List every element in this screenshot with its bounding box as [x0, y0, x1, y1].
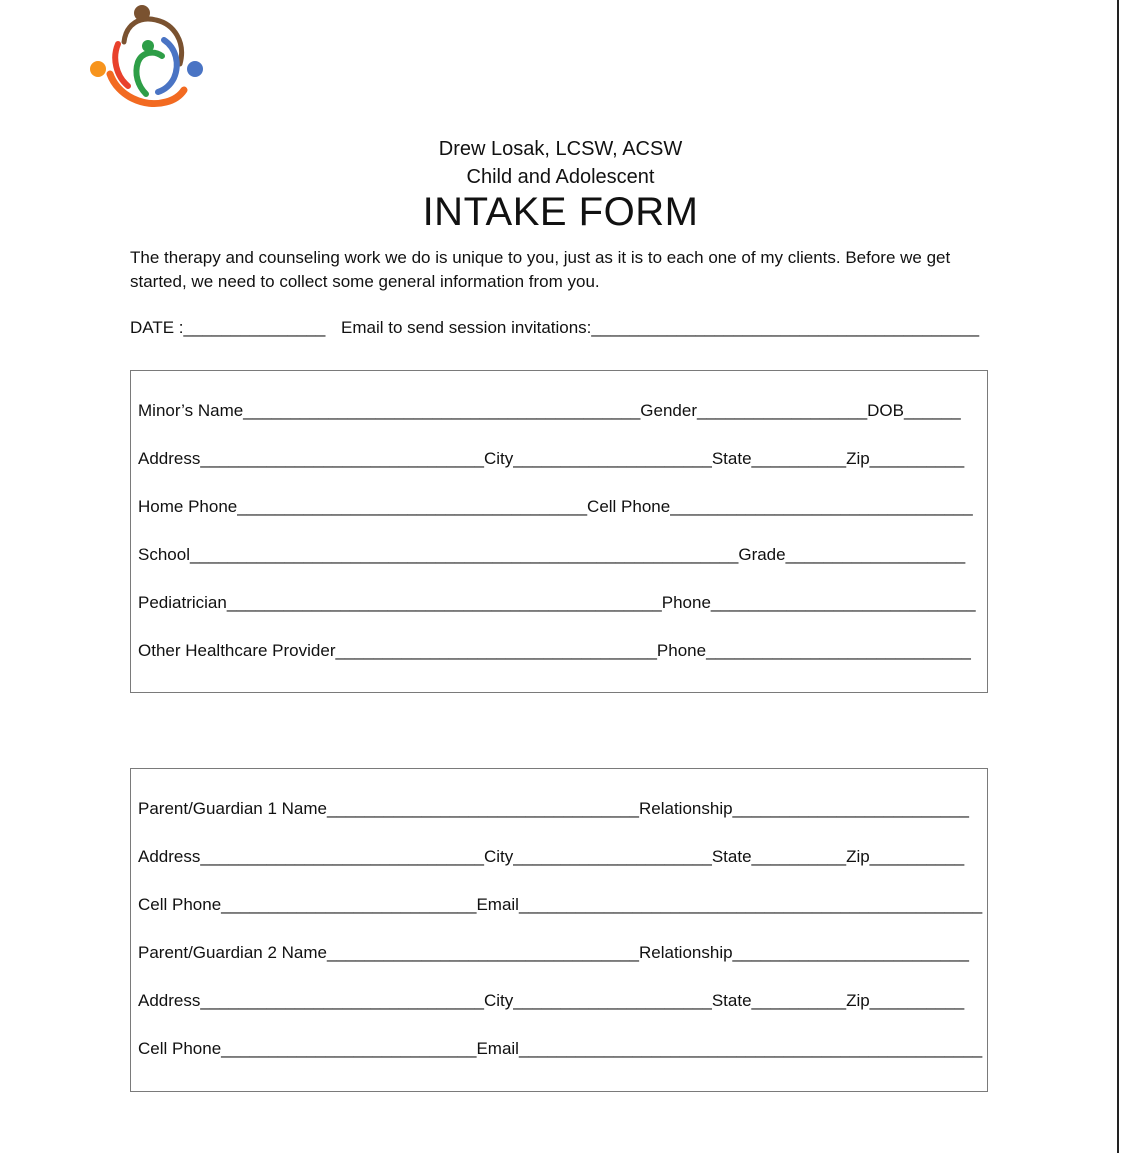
provider-name: Drew Losak, LCSW, ACSW — [438, 138, 683, 160]
session-email-field[interactable]: Email to send session invitations:_________________________________________ — [341, 318, 980, 337]
guardian-1-name-row[interactable]: Parent/Guardian 1 Name_________________________________Relationship_________________________ — [138, 799, 969, 818]
date-field[interactable]: DATE :_______________ — [130, 318, 326, 337]
guardian-2-name-row[interactable]: Parent/Guardian 2 Name_________________________________Relationship_________________________ — [138, 943, 969, 962]
provider-specialty: Child and Adolescent — [466, 166, 655, 188]
minor-name-gender-dob-row[interactable]: Minor’s Name__________________________________________Gender__________________DOB______ — [138, 401, 961, 420]
guardian-1-address-row[interactable]: Address______________________________City_____________________State__________Zip__________ — [138, 847, 965, 866]
logo-figure-arc-red — [115, 44, 128, 86]
guardian-2-address-row[interactable]: Address______________________________City_____________________State__________Zip__________ — [138, 991, 965, 1010]
minor-phone-row[interactable]: Home Phone_____________________________________Cell Phone________________________________ — [138, 497, 973, 516]
intro-paragraph: The therapy and counseling work we do is unique to you, just as it is to each one of my clients. Before we get started, we need to collect some general information from you. — [130, 248, 951, 291]
logo-figure-arc-blue — [158, 40, 177, 92]
logo-figure-head-left — [90, 61, 106, 77]
guardian-2-contact-row[interactable]: Cell Phone___________________________Email_________________________________________________ — [138, 1039, 983, 1058]
pediatrician-row[interactable]: Pediatrician______________________________________________Phone____________________________ — [138, 593, 976, 612]
minor-info-section — [130, 370, 988, 693]
other-provider-row[interactable]: Other Healthcare Provider__________________________________Phone____________________________ — [138, 641, 971, 660]
logo-figure-arc-green — [136, 53, 162, 94]
logo-figure-head-right — [187, 61, 203, 77]
minor-school-grade-row[interactable]: School__________________________________________________________Grade___________________ — [138, 545, 966, 564]
minor-address-row[interactable]: Address______________________________City_____________________State__________Zip__________ — [138, 449, 965, 468]
parent-guardian-section — [130, 768, 988, 1092]
form-title: INTAKE FORM — [422, 190, 699, 234]
practice-logo — [88, 2, 206, 112]
guardian-1-contact-row[interactable]: Cell Phone___________________________Email_________________________________________________ — [138, 895, 983, 914]
